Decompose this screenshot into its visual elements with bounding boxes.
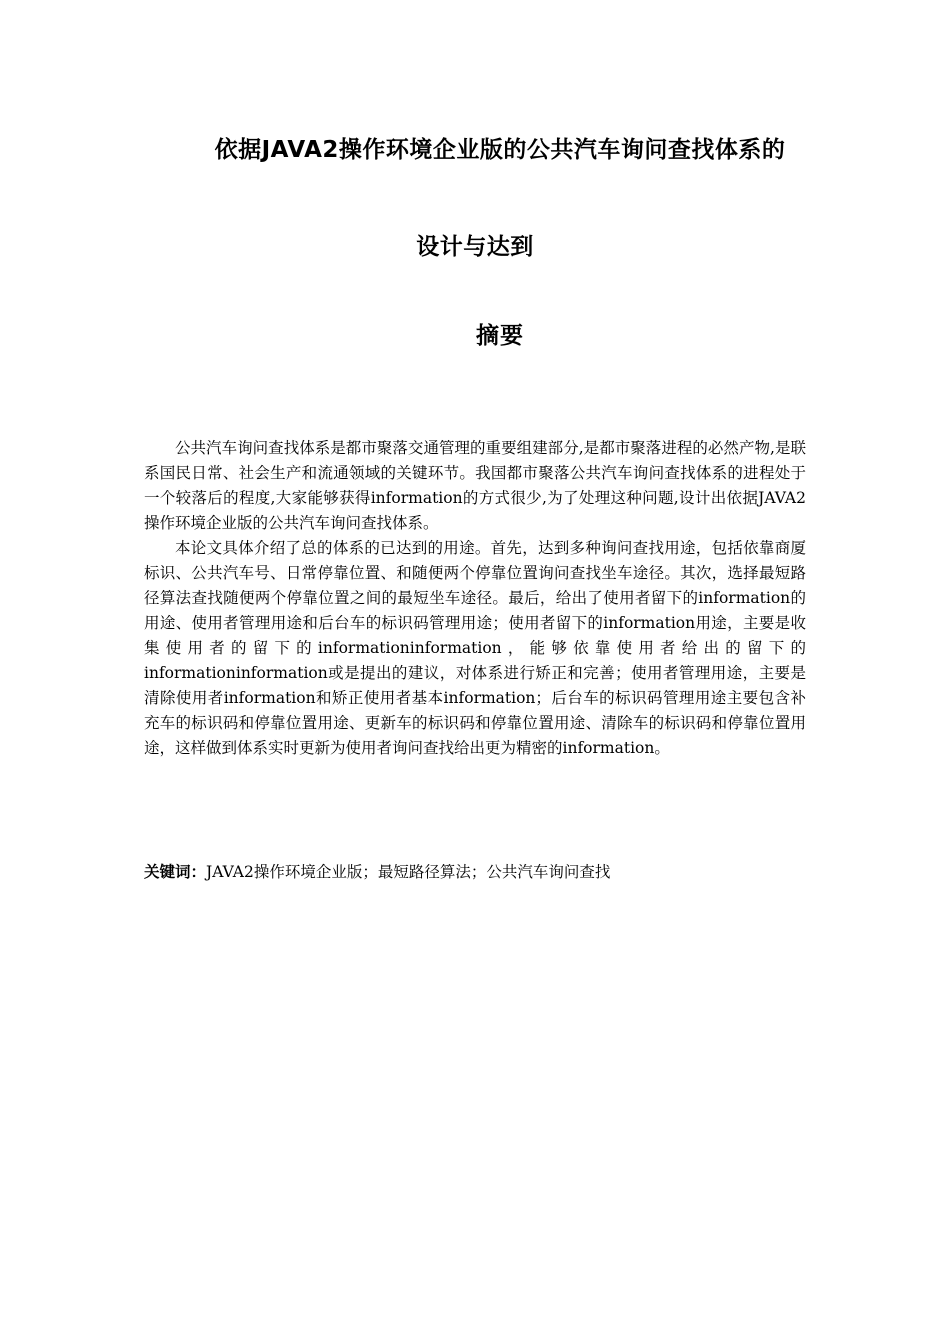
keywords-line <box>144 860 806 885</box>
document-title-line-2: 设计与达到 <box>416 234 534 260</box>
abstract-body <box>144 436 806 761</box>
keywords-label: 关键词： <box>144 863 207 881</box>
abstract-heading: 摘要 <box>476 323 524 349</box>
abstract-paragraph-2: 本论文具体介绍了总的体系的已达到的用途。首先，达到多种询问查找用途，包括依靠商厦标识、公共汽车号、日常停靠位置、和随便两个停靠位置询问查找坐车途径。其次，选择最短路径算法查找随便两个停靠位置之间的最短坐车途径。最后，给出了使用者留下的information的用途、使用者管理用途和后台车的标识码管理用途；使用者留下的information用途，主要是收集使用者的留下的informationinformation，能够依靠使用者给出的留下的informationinformation或是提出的建议，对体系进行矫正和完善；使用者管理用途，主要是清除使用者information和矫正使用者基本information；后台车的标识码管理用途主要包含补充车的标识码和停靠位置用途、更新车的标识码和停靠位置用途、清除车的标识码和停靠位置用途，这样做到体系实时更新为使用者询问查找给出更为精密的information。 <box>144 539 806 757</box>
document-title-line-1: 依据JAVA2操作环境企业版的公共汽车询问查找体系的 <box>214 137 786 163</box>
abstract-paragraph-1: 公共汽车询问查找体系是都市聚落交通管理的重要组建部分,是都市聚落进程的必然产物,是联系国民日常、社会生产和流通领域的关键环节。我国都市聚落公共汽车询问查找体系的进程处于一个较落后的程度,大家能够获得information的方式很少,为了处理这种问题,设计出依据JAVA2操作环境企业版的公共汽车询问查找体系。 <box>144 439 806 532</box>
keywords-text: JAVA2操作环境企业版；最短路径算法；公共汽车询问查找 <box>206 863 611 881</box>
